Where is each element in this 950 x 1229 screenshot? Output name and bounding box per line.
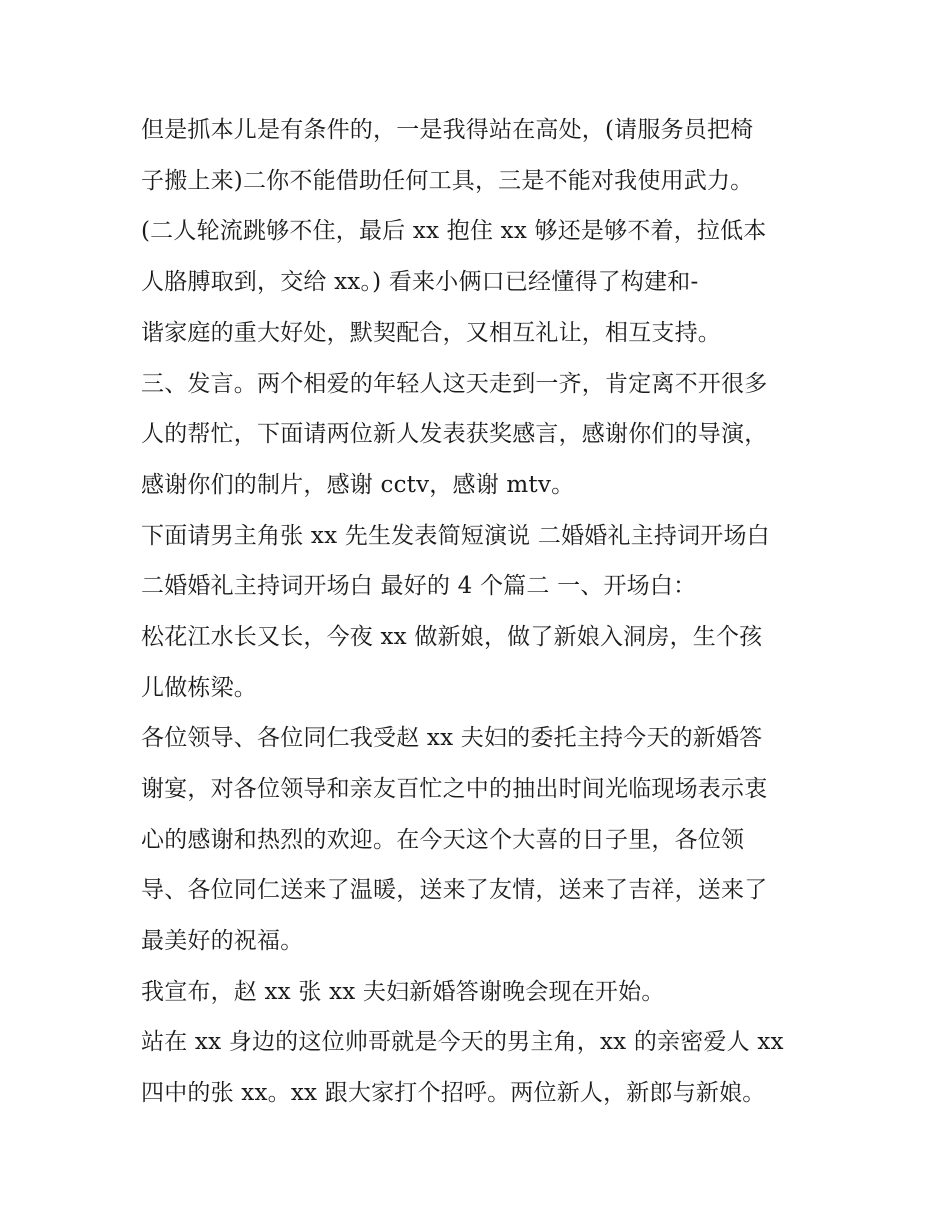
text-line: 松花江水长又长，今夜 xx 做新娘，做了新娘入洞房，生个孩 — [141, 624, 763, 650]
text-line: 四中的张 xx。xx 跟大家打个招呼。两位新人，新郎与新娘。 — [141, 1080, 766, 1106]
text-line: (二人轮流跳够不住，最后 xx 抱住 xx 够还是够不着，拉低本 — [141, 218, 767, 244]
text-line: 导、各位同仁送来了温暖，送来了友情，送来了吉祥，送来了 — [141, 877, 768, 903]
text-line: 最美好的祝福。 — [141, 928, 304, 954]
text-line: 人的帮忙，下面请两位新人发表获奖感言，感谢你们的导演， — [141, 421, 768, 447]
text-line: 下面请男主角张 xx 先生发表简短演说 二婚婚礼主持词开场白 — [141, 523, 770, 549]
text-line: 但是抓本儿是有条件的，一是我得站在高处，(请服务员把椅 — [141, 117, 754, 143]
text-line: 各位领导、各位同仁我受赵 xx 夫妇的委托主持今天的新婚答 — [141, 725, 763, 751]
text-line: 心的感谢和热烈的欢迎。在今天这个大喜的日子里，各位领 — [141, 827, 745, 853]
text-line: 站在 xx 身边的这位帅哥就是今天的男主角，xx 的亲密爱人 xx — [141, 1029, 784, 1055]
text-line: 我宣布，赵 xx 张 xx 夫妇新婚答谢晚会现在开始。 — [141, 979, 665, 1005]
text-line: 感谢你们的制片，感谢 cctv，感谢 mtv。 — [141, 472, 575, 498]
text-line: 三、发言。两个相爱的年轻人这天走到一齐，肯定离不开很多 — [141, 371, 768, 397]
text-line: 二婚婚礼主持词开场白 最好的 4 个篇二 一、开场白： — [141, 573, 697, 599]
text-line: 儿做栋梁。 — [141, 675, 257, 701]
text-line: 人胳膊取到，交给 xx。) 看来小俩口已经懂得了构建和- — [141, 269, 699, 295]
text-line: 子搬上来)二你不能借助任何工具，三是不能对我使用武力。 — [141, 168, 754, 194]
text-line: 谐家庭的重大好处，默契配合，又相互礼让，相互支持。 — [141, 320, 721, 346]
text-line: 谢宴，对各位领导和亲友百忙之中的抽出时间光临现场表示衷 — [141, 776, 768, 802]
